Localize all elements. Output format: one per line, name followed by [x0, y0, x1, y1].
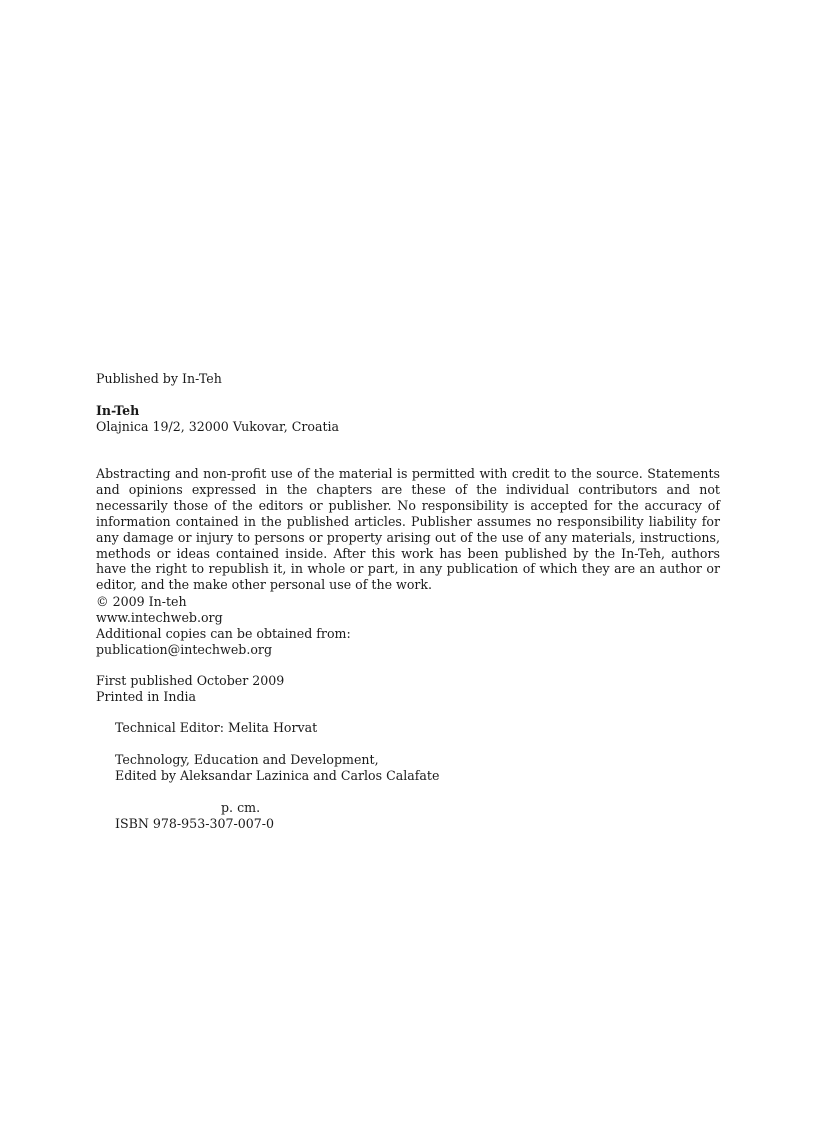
- email-link[interactable]: publication@intechweb.org: [96, 641, 273, 657]
- first-published: First published October 2009: [96, 673, 285, 688]
- printing-info: [96, 673, 720, 705]
- publisher-info: [96, 403, 720, 435]
- book-info: [115, 752, 739, 784]
- copyright-notice: © 2009 In-teh: [96, 594, 187, 609]
- catalog-pcm: p. cm.: [221, 800, 261, 815]
- publisher-name: In-Teh: [96, 403, 140, 418]
- book-title: Technology, Education and Development,: [115, 752, 379, 767]
- copyright-block: [96, 594, 720, 658]
- publisher-address: Olajnica 19/2, 32000 Vukovar, Croatia: [96, 418, 340, 434]
- book-editors: Edited by Aleksandar Lazinica and Carlos Calafate: [115, 767, 440, 783]
- copies-note: Additional copies can be obtained from:: [96, 625, 351, 641]
- printed-in: Printed in India: [96, 688, 197, 704]
- published-by-line: Published by In-Teh: [96, 371, 222, 386]
- website-link[interactable]: www.intechweb.org: [96, 609, 223, 625]
- disclaimer-paragraph: Abstracting and non-profit use of the material is permitted with credit to the source. Statements and opinions expressed in the chapters are these of the individual contributors and not necessarily those of the editors or publisher. No responsibility is accepted for the accuracy of information contained in the published articles. Publisher assumes no responsibility liability for any damage or injury to persons or property arising out of the use of any materials, instructions, methods or ideas contained inside. After this work has been published by the In-Teh, authors have the right to republish it, in whole or part, in any publication of which they are an author or editor, and the make other personal use of the work.: [96, 466, 720, 593]
- technical-editor: Technical Editor: Melita Horvat: [115, 720, 318, 735]
- isbn: ISBN 978-953-307-007-0: [115, 816, 275, 831]
- isbn-block: [115, 816, 739, 832]
- published-by: [96, 371, 720, 387]
- technical-editor-block: [115, 720, 739, 736]
